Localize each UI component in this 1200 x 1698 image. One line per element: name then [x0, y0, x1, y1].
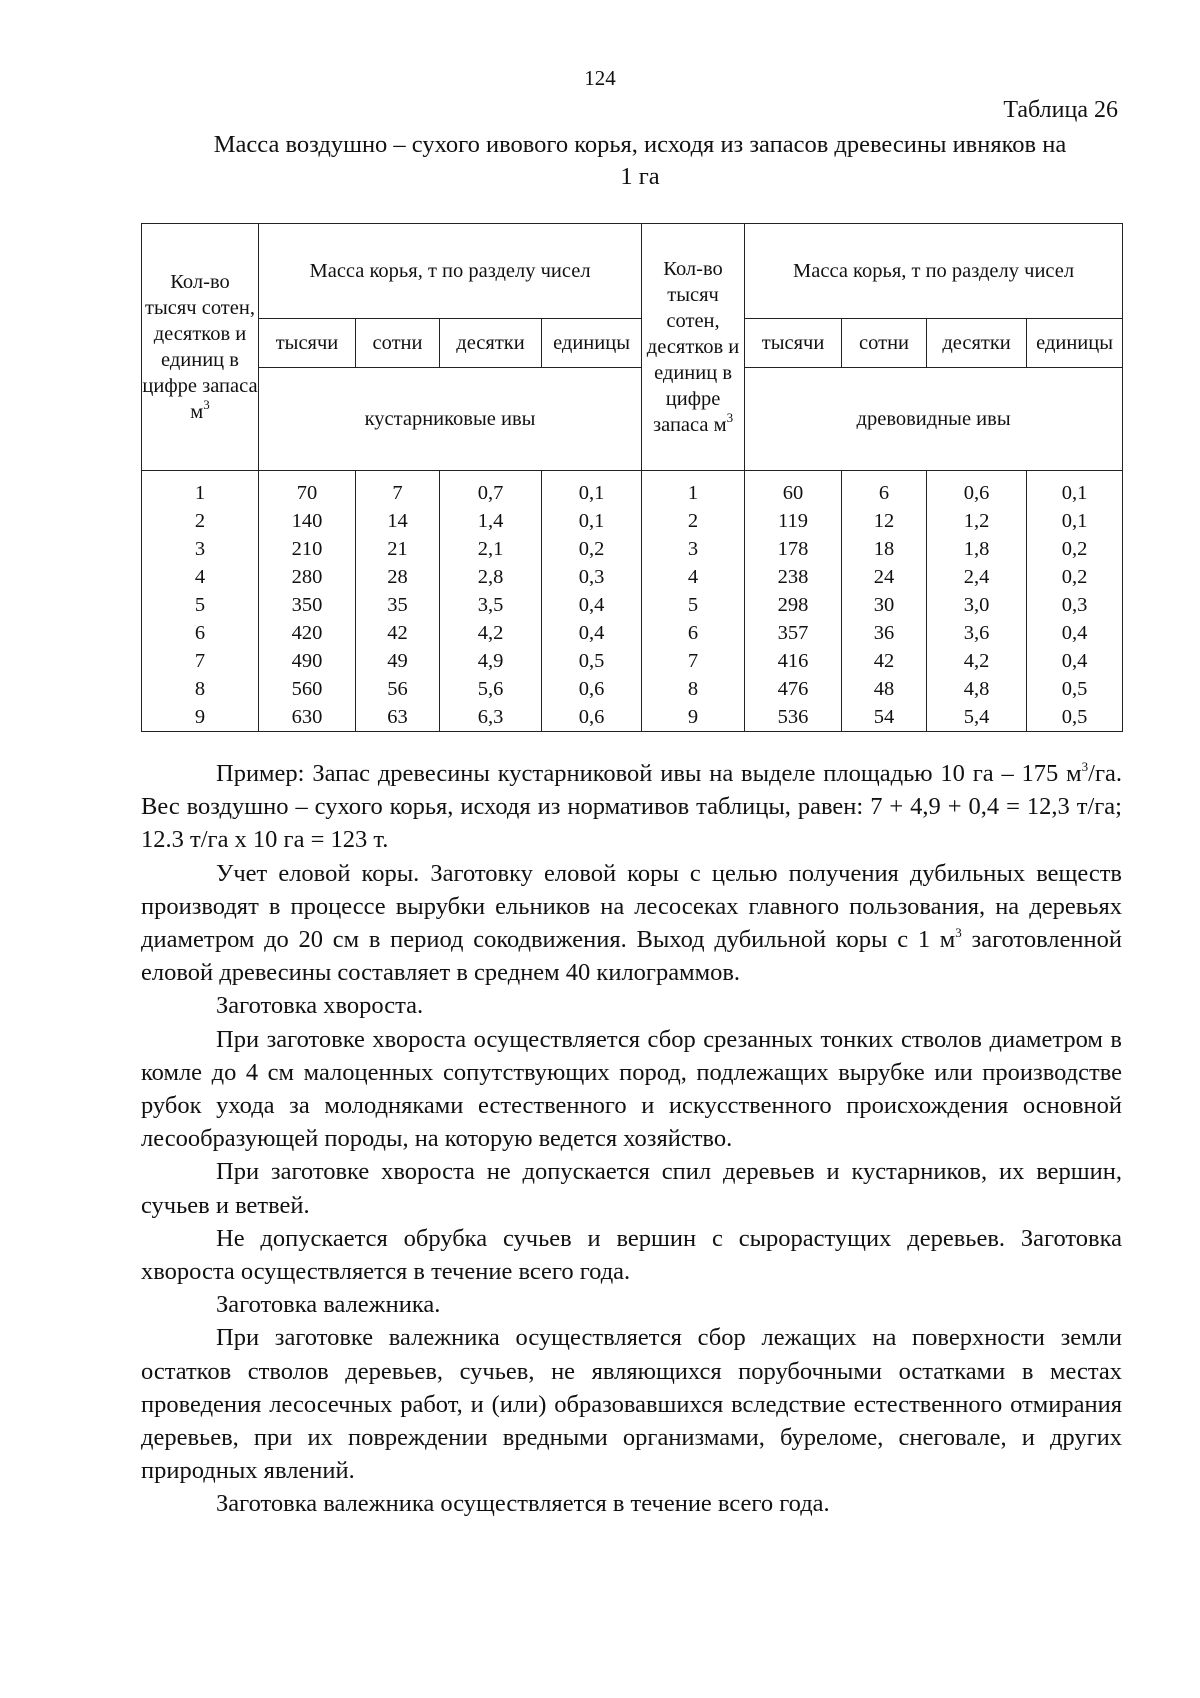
table-cell: 357: [745, 619, 842, 647]
table-cell: 14: [356, 507, 440, 535]
table-cell: 8: [642, 675, 745, 703]
table-cell: 7: [142, 647, 259, 675]
table-cell: 9: [142, 703, 259, 732]
table-cell: 350: [259, 591, 356, 619]
table-cell: 5: [642, 591, 745, 619]
spruce-bark-paragraph: Учет еловой коры. Заготовку еловой коры с целью получения дубильных веществ производят в процессе вырубки ельников на лесосеках главного пользования, на деревьях диаметром до 20 см в период сокодвижения. Выход дубильной коры с 1 $м^3$ заготовленной еловой древесины составляет в среднем 40 килограммов.: [141, 859, 1122, 987]
example-paragraph: Пример: Запас древесины кустарниковой ивы на выделе площадью 10 га – 175 $м^3/га$. Вес воздушно – сухого корья, исходя из нормативов таблицы, равен: 7 + 4,9 + 0,4 = 12,3 т/га; 12.3 т/га х 10 га = 123 т.: [141, 758, 1122, 854]
table-row: [142, 591, 1123, 619]
table-cell: 2,4: [927, 563, 1027, 591]
bark-mass-table: [141, 223, 1123, 732]
table-cell: 0,1: [542, 507, 642, 535]
table-cell: 4,2: [440, 619, 542, 647]
mass-header-right: Масса корья, т по разделу чисел: [745, 224, 1123, 319]
table-cell: 42: [842, 647, 927, 675]
table-cell: 0,6: [542, 703, 642, 732]
table-cell: 280: [259, 563, 356, 591]
table-cell: 18: [842, 535, 927, 563]
table-cell: 490: [259, 647, 356, 675]
table-cell: 476: [745, 675, 842, 703]
table-cell: 2: [642, 507, 745, 535]
table-cell: 1,8: [927, 535, 1027, 563]
table-cell: 5,4: [927, 703, 1027, 732]
table-cell: 4: [642, 563, 745, 591]
table-cell: 3: [642, 535, 745, 563]
table-cell: 0,5: [1027, 703, 1123, 732]
table-cell: 0,5: [542, 647, 642, 675]
table-cell: 0,4: [542, 591, 642, 619]
table-cell: 298: [745, 591, 842, 619]
subcolumn-tens: десятки: [440, 319, 542, 368]
table-row: [142, 563, 1123, 591]
deadwood-paragraph-2: Заготовка валежника осуществляется в течение всего года.: [216, 1490, 830, 1518]
table-cell: 8: [142, 675, 259, 703]
table-title: Масса воздушно – сухого ивового корья, исходя из запасов древесины ивняков на 1 га: [213, 131, 1067, 190]
table-cell: 0,3: [1027, 591, 1123, 619]
table-row: [142, 703, 1123, 732]
stock-digit-header-right: Кол-во тысяч сотен, десятков и единиц в цифре запаса $м^3$: [642, 224, 745, 471]
table-cell: 7: [642, 647, 745, 675]
table-cell: 2,1: [440, 535, 542, 563]
table-cell: 0,1: [1027, 479, 1123, 507]
table-row: [142, 647, 1123, 675]
table-cell: 60: [745, 479, 842, 507]
table-cell: 0,1: [1027, 507, 1123, 535]
table-cell: 0,3: [542, 563, 642, 591]
table-cell: 0,4: [1027, 619, 1123, 647]
table-cell: 3,6: [927, 619, 1027, 647]
brushwood-paragraph-3: Не допускается обрубка сучьев и вершин с сырорастущих деревьев. Заготовка хвороста осуществляется в течение всего года.: [141, 1224, 1122, 1286]
table-cell: 2: [142, 507, 259, 535]
table-cell: 48: [842, 675, 927, 703]
page-number: 124: [584, 66, 616, 90]
subcolumn-units: единицы: [1027, 319, 1123, 368]
deadwood-paragraph-1: При заготовке валежника осуществляется сбор лежащих на поверхности земли остатков стволов деревьев, сучьев, не являющихся порубочными остатками в местах проведения лесосечных работ, и (или) образовавшихся вследствие естественного отмирания деревьев, при их повреждении вредными организмами, буреломе, снеговале, и других природных явлений.: [141, 1324, 1122, 1485]
table-cell: 2,8: [440, 563, 542, 591]
table-cell: 0,7: [440, 479, 542, 507]
table-row: [142, 675, 1123, 703]
table-cell: 36: [842, 619, 927, 647]
table-cell: 21: [356, 535, 440, 563]
brushwood-paragraph-2: При заготовке хвороста не допускается спил деревьев и кустарников, их вершин, сучьев и ветвей.: [141, 1158, 1122, 1219]
table-cell: 4,8: [927, 675, 1027, 703]
table-cell: 3: [142, 535, 259, 563]
table-cell: 12: [842, 507, 927, 535]
subcolumn-hundreds: сотни: [356, 319, 440, 368]
table-cell: 5: [142, 591, 259, 619]
table-row: [142, 535, 1123, 563]
table-cell: 4,9: [440, 647, 542, 675]
table-cell: 1,4: [440, 507, 542, 535]
table-cell: 6: [842, 479, 927, 507]
table-cell: 0,1: [542, 479, 642, 507]
table-cell: 0,4: [1027, 647, 1123, 675]
table-cell: 35: [356, 591, 440, 619]
table-row: [142, 507, 1123, 535]
brushwood-paragraph-1: При заготовке хвороста осуществляется сбор срезанных тонких стволов диаметром в комле до 4 см малоценных сопутствующих пород, подлежащих вырубке или производстве рубок ухода за молодняками естественного и искусственного происхождения основной лесообразующей породы, на которую ведется хозяйство.: [141, 1025, 1122, 1153]
table-row: [142, 619, 1123, 647]
table-cell: 49: [356, 647, 440, 675]
table-cell: 63: [356, 703, 440, 732]
table-cell: 42: [356, 619, 440, 647]
table-cell: 416: [745, 647, 842, 675]
table-cell: 140: [259, 507, 356, 535]
table-cell: 119: [745, 507, 842, 535]
table-cell: 56: [356, 675, 440, 703]
body-text: [141, 757, 1122, 1521]
group-tree-willows: древовидные ивы: [745, 368, 1123, 471]
table-cell: 6: [142, 619, 259, 647]
table-cell: 4,2: [927, 647, 1027, 675]
table-cell: 0,2: [1027, 563, 1123, 591]
table-cell: 9: [642, 703, 745, 732]
subcolumn-thousands: тысячи: [745, 319, 842, 368]
table-label: Таблица 26: [1003, 97, 1118, 123]
table-cell: 0,4: [542, 619, 642, 647]
subcolumn-hundreds: сотни: [842, 319, 927, 368]
table-cell: 30: [842, 591, 927, 619]
table-cell: 630: [259, 703, 356, 732]
subcolumn-units: единицы: [542, 319, 642, 368]
table-cell: 6,3: [440, 703, 542, 732]
table-cell: 420: [259, 619, 356, 647]
mass-header-left: Масса корья, т по разделу чисел: [259, 224, 642, 319]
table-cell: 0,6: [542, 675, 642, 703]
table-cell: 3,5: [440, 591, 542, 619]
table-cell: 1: [142, 479, 259, 507]
table-cell: 1,2: [927, 507, 1027, 535]
table-cell: 4: [142, 563, 259, 591]
stock-digit-header-left: Кол-во тысяч сотен, десятков и единиц в цифре запаса $м^3$: [142, 224, 259, 471]
table-cell: 560: [259, 675, 356, 703]
table-cell: 7: [356, 479, 440, 507]
table-cell: 0,5: [1027, 675, 1123, 703]
table-cell: 6: [642, 619, 745, 647]
table-cell: 536: [745, 703, 842, 732]
table-row: [142, 479, 1123, 507]
table-cell: 210: [259, 535, 356, 563]
table-cell: 3,0: [927, 591, 1027, 619]
table-cell: 0,2: [542, 535, 642, 563]
table-cell: 178: [745, 535, 842, 563]
deadwood-heading: Заготовка валежника.: [216, 1291, 441, 1319]
brushwood-heading: Заготовка хвороста.: [216, 992, 424, 1020]
table-cell: 24: [842, 563, 927, 591]
subcolumn-tens: десятки: [927, 319, 1027, 368]
table-cell: 54: [842, 703, 927, 732]
table-cell: 70: [259, 479, 356, 507]
table-cell: 238: [745, 563, 842, 591]
table-cell: 0,2: [1027, 535, 1123, 563]
group-shrub-willows: кустарниковые ивы: [259, 368, 642, 471]
table-cell: 5,6: [440, 675, 542, 703]
subcolumn-thousands: тысячи: [259, 319, 356, 368]
table-cell: 28: [356, 563, 440, 591]
table-cell: 1: [642, 479, 745, 507]
table-cell: 0,6: [927, 479, 1027, 507]
